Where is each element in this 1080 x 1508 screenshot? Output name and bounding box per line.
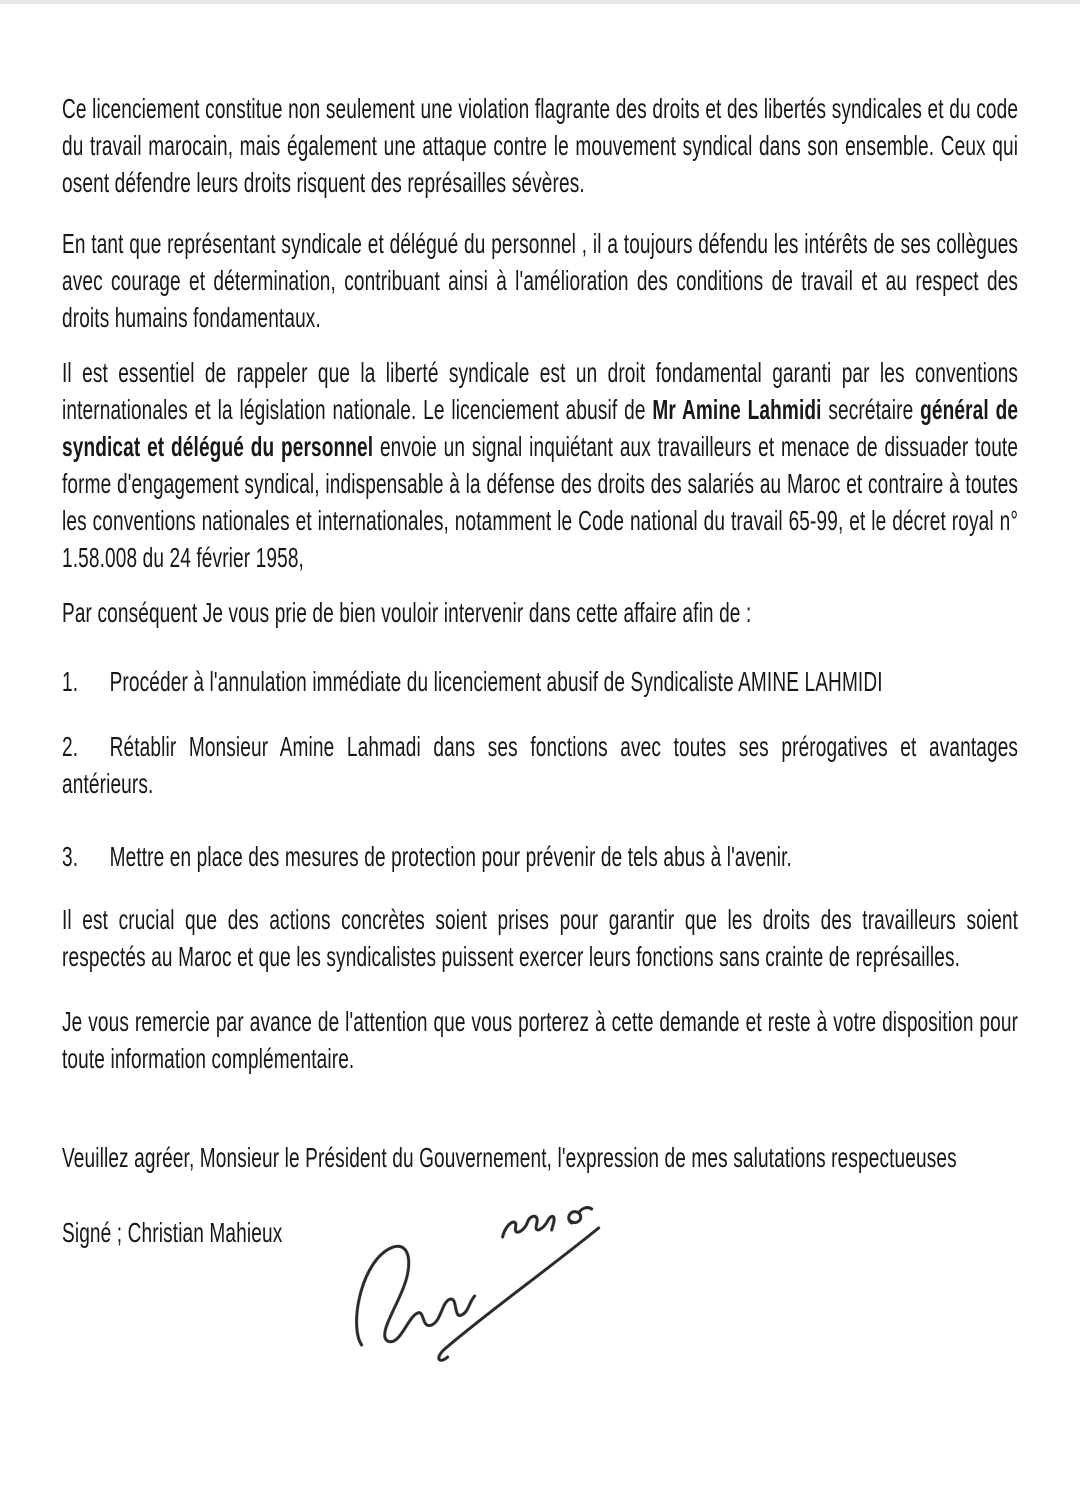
paragraph-dismissal-violation: Ce licenciement constitue non seulement une violation flagrante des droits et des libertés syndicales et du code du travail marocain, mais également une attaque contre le mouvement syndical dans son ensemble. Ceux qui osent défendre leurs droits risquent des représailles sévères. (62, 93, 1019, 198)
paragraph-union-freedom-pre: Il est essentiel de rappeler que la liberté syndicale est un droit fondamental garanti par les conventions internationales et la législation nationale. Le licenciement abusif de (62, 357, 1019, 425)
list-item-3-text: Mettre en place des mesures de protection pour prévenir de tels abus à l'avenir. (109, 841, 792, 872)
title-secretary-bold: général de syndicat et délégué du personnel (62, 394, 1019, 462)
list-item-1-number: 1. (62, 666, 79, 697)
paragraph-request-intro: Par conséquent Je vous prie de bien vouloir intervenir dans cette affaire afin de : (62, 597, 752, 628)
list-item-3-number: 3. (62, 841, 79, 872)
list-item-1-text: Procéder à l'annulation immédiate du licenciement abusif de Syndicaliste AMINE LAHMIDI (109, 666, 883, 697)
list-item-1 (62, 663, 1018, 700)
paragraph-union-representative: En tant que représentant syndicale et délégué du personnel , il a toujours défendu les intérêts de ses collègues avec courage et détermination, contribuant ainsi à l'amélioration des conditions de travail et au respect des droits humains fondamentaux. (62, 228, 1019, 333)
letter-page (0, 4, 1080, 1251)
list-item-3 (62, 838, 1018, 875)
paragraph-concrete-actions: Il est crucial que des actions concrètes soient prises pour garantir que les droits des travailleurs soient respectés au Maroc et que les syndicalistes puissent exercer leurs fonctions sans crainte de représailles. (62, 904, 1019, 972)
paragraph-closing-salutation: Veuillez agréer, Monsieur le Président du Gouvernement, l'expression de mes salutations respectueuses (62, 1142, 957, 1173)
paragraph-union-freedom (62, 354, 1018, 576)
paragraph-union-freedom-post: envoie un signal inquiétant aux travailleurs et menace de dissuader toute forme d'engagement syndical, indispensable à la défense des droits des salariés au Maroc et contraire à toutes les conventions nationales et internationales, notamment le Code national du travail 65-99, et le décret royal n° 1.58.008 du 24 février 1958, (62, 431, 1019, 573)
name-amine-lahmidi-bold: Mr Amine Lahmidi (652, 394, 822, 425)
letter-body (62, 90, 1018, 1251)
paragraph-union-freedom-mid: secrétaire (821, 394, 921, 425)
list-item-2-number: 2. (62, 731, 79, 762)
signature-block (62, 1214, 1018, 1251)
list-item-2 (62, 728, 1018, 802)
signed-by-label: Signé ; Christian Mahieux (62, 1217, 283, 1248)
handwritten-signature-icon (348, 1199, 648, 1367)
list-item-2-text: Rétablir Monsieur Amine Lahmadi dans ses fonctions avec toutes ses prérogatives et avantages antérieurs. (62, 731, 1019, 799)
paragraph-thanks: Je vous remercie par avance de l'attention que vous porterez à cette demande et reste à votre disposition pour toute information complémentaire. (62, 1006, 1019, 1074)
